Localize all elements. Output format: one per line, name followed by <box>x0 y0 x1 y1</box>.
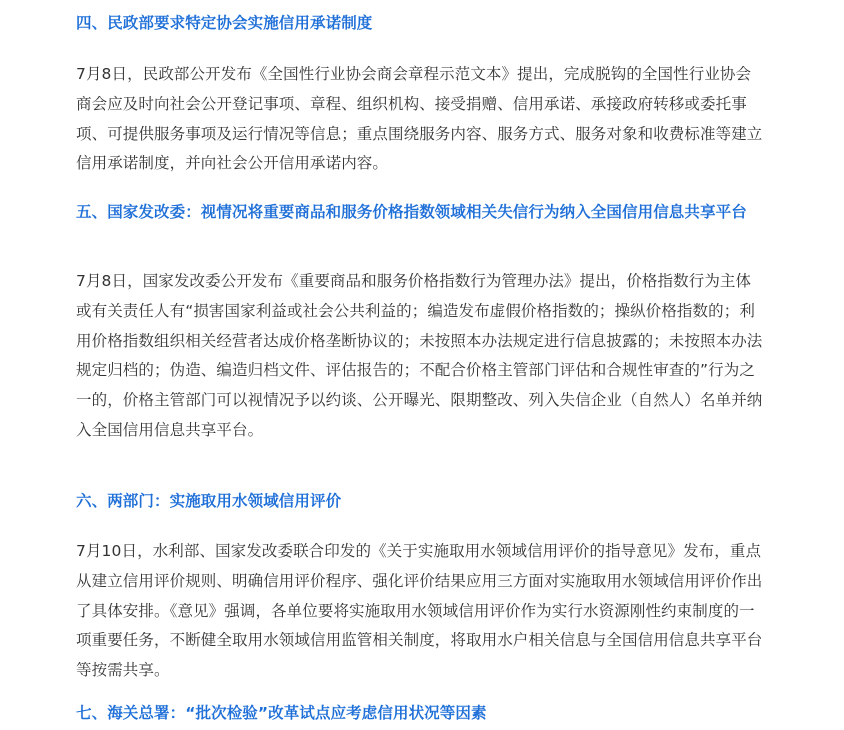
section-heading-5: 五、国家发改委：视情况将重要商品和服务价格指数领域相关失信行为纳入全国信用信息共享平台 <box>76 203 747 221</box>
section-paragraph-5: 7月8日，国家发改委公开发布《重要商品和服务价格指数行为管理办法》提出，价格指数行为主体或有关责任人有“损害国家利益或社会公共利益的；编造发布虚假价格指数的；操纵价格指数的；利用价格指数组织相关经营者达成价格垄断协议的；未按照本办法规定进行信息披露的；未按照本办法规定归档的；伪造、编造归档文件、评估报告的；不配合价格主管部门评估和合规性审查的”行为之一的，价格主管部门可以视情况予以约谈、公开曝光、限期整改、列入失信企业（自然人）名单并纳入全国信用信息共享平台。 <box>76 272 763 439</box>
section-paragraph-4: 7月8日，民政部公开发布《全国性行业协会商会章程示范文本》提出，完成脱钩的全国性行业协会商会应及时向社会公开登记事项、章程、组织机构、接受捐赠、信用承诺、承接政府转移或委托事项、可提供服务事项及运行情况等信息；重点围绕服务内容、服务方式、服务对象和收费标准等建立信用承诺制度，并向社会公开信用承诺内容。 <box>76 65 763 173</box>
section-paragraph-6: 7月10日，水利部、国家发改委联合印发的《关于实施取用水领域信用评价的指导意见》发布，重点从建立信用评价规则、明确信用评价程序、强化评价结果应用三方面对实施取用水领域信用评价作出了具体安排。《意见》强调，各单位要将实施取用水领域信用评价作为实行水资源刚性约束制度的一项重要任务，不断健全取用水领域信用监管相关制度，将取用水户相关信息与全国信用信息共享平台等按需共享。 <box>76 542 763 680</box>
section-heading-7: 七、海关总署：“批次检验”改革试点应考虑信用状况等因素 <box>76 704 487 722</box>
section-heading-6: 六、两部门：实施取用水领域信用评价 <box>76 492 342 510</box>
section-heading-4: 四、民政部要求特定协会实施信用承诺制度 <box>76 14 373 32</box>
